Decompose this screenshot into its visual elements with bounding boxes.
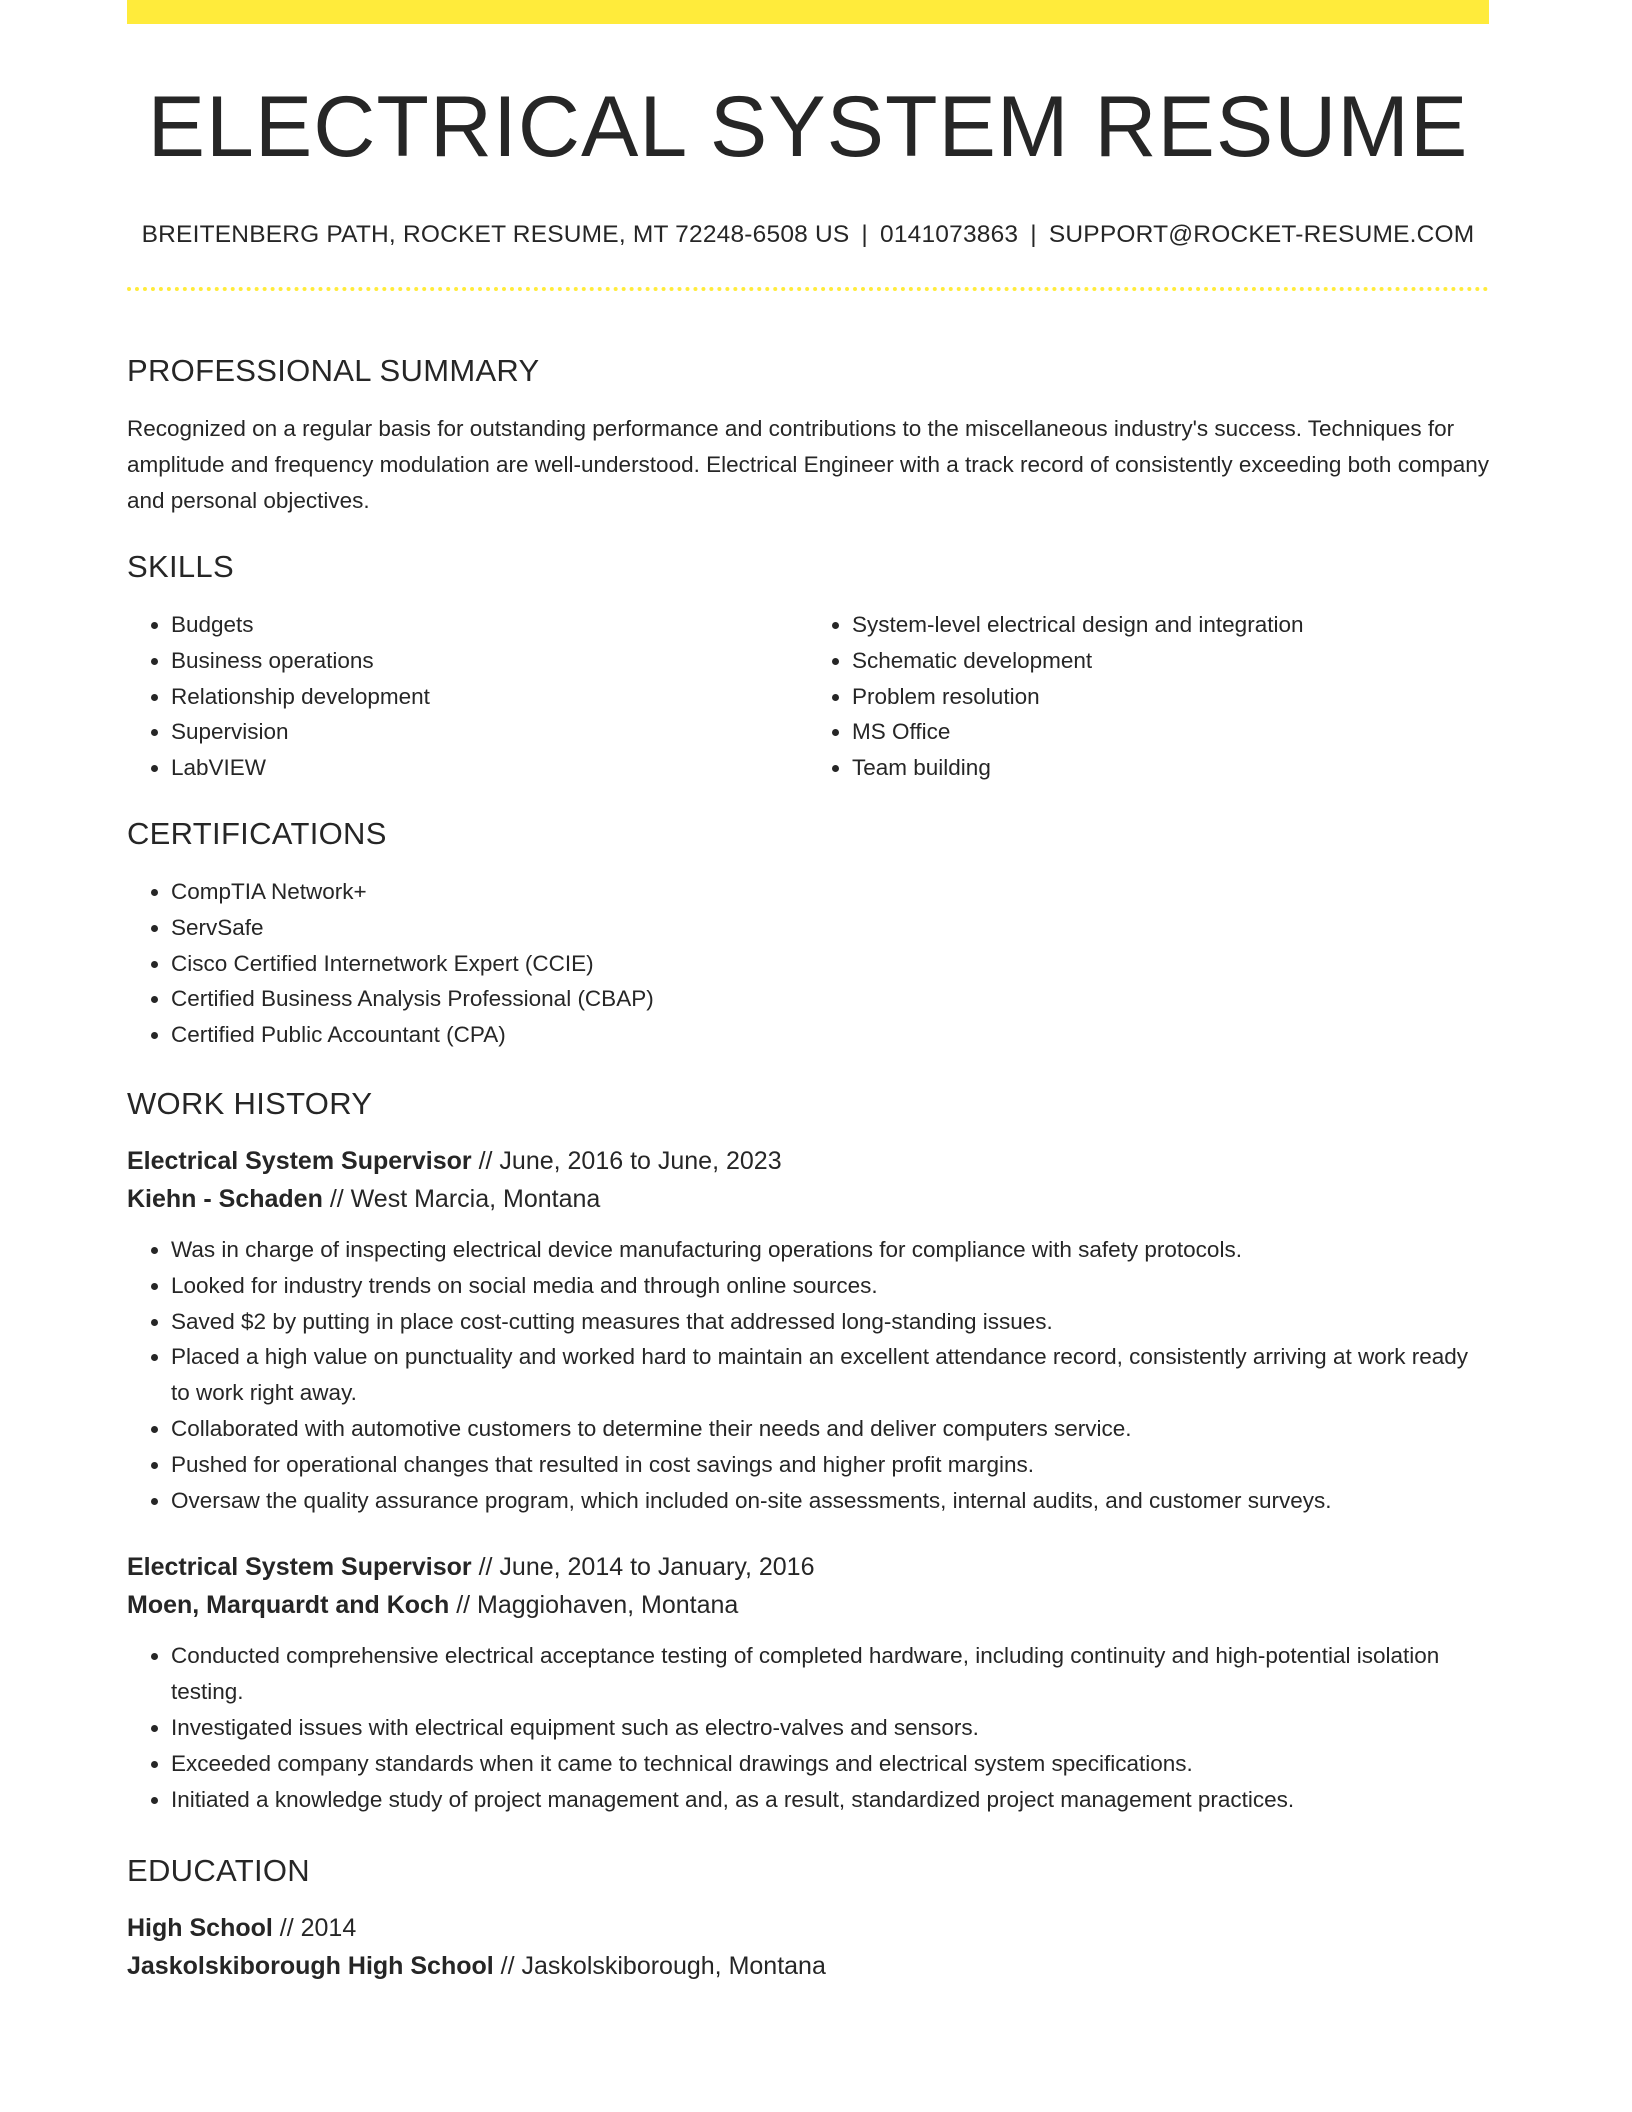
list-item: • Certified Business Analysis Professional (CBAP) [171, 981, 1489, 1017]
list-item: • Saved $2 by putting in place cost-cutting measures that addressed long-standing issues. [171, 1304, 1489, 1340]
school-location: // Jaskolskiborough, Montana [500, 1952, 826, 1980]
skills-columns [127, 607, 1489, 786]
section-title: CERTIFICATIONS [127, 816, 387, 851]
job-role: Electrical System Supervisor [127, 1553, 472, 1582]
job-title-line [127, 1548, 1489, 1586]
graduation-year: // 2014 [279, 1914, 357, 1942]
address: BREITENBERG PATH, ROCKET RESUME, MT 72248-6508 US [141, 220, 850, 248]
separator: | [1030, 220, 1037, 248]
school-name: Jaskolskiborough High School [127, 1952, 494, 1980]
job-entry [127, 1548, 1489, 1817]
list-item: • Certified Public Accountant (CPA) [171, 1017, 1489, 1053]
job-bullets [127, 1638, 1489, 1817]
list-item: • LabVIEW [171, 750, 808, 786]
accent-bar [127, 0, 1489, 24]
list-item: • Was in charge of inspecting electrical device manufacturing operations for compliance with safety protocols. [171, 1232, 1489, 1268]
list-item: • Pushed for operational changes that resulted in cost savings and higher profit margins. [171, 1447, 1489, 1483]
summary-text: Recognized on a regular basis for outstanding performance and contributions to the miscellaneous industry's success. Techniques for amplitude and frequency modulation are well-understood. Electrical Engineer with a track record of consistently exceeding both company and personal objectives. [127, 416, 1489, 513]
job-entry [127, 1142, 1489, 1518]
skills-list-right [808, 607, 1489, 786]
job-company: Kiehn - Schaden [127, 1185, 323, 1213]
resume-title: ELECTRICAL SYSTEM RESUME [147, 79, 1469, 175]
job-role: Electrical System Supervisor [127, 1147, 472, 1175]
list-item: • Conducted comprehensive electrical acceptance testing of completed hardware, including continuity and high-potential isolation testing. [171, 1638, 1489, 1710]
skills-section [127, 549, 1489, 786]
work-history-section [127, 1086, 1489, 1817]
education-section [127, 1853, 1489, 1985]
certifications-list [127, 874, 1489, 1053]
job-dates: // June, 2016 to June, 2023 [478, 1147, 782, 1175]
job-title-line [127, 1142, 1489, 1180]
dotted-divider [127, 287, 1489, 291]
certifications-section [127, 816, 1489, 1053]
list-item: • Team building [852, 750, 1489, 786]
job-dates: // June, 2014 to January, 2016 [478, 1553, 815, 1582]
resume-page [127, 0, 1489, 1980]
list-item: • Initiated a knowledge study of project management and, as a result, standardized project management practices. [171, 1782, 1489, 1818]
list-item: • MS Office [852, 714, 1489, 750]
job-location: // West Marcia, Montana [329, 1185, 601, 1213]
section-title: WORK HISTORY [127, 1086, 373, 1121]
list-item: • Exceeded company standards when it came to technical drawings and electrical system specifications. [171, 1746, 1489, 1782]
list-item: • ServSafe [171, 910, 1489, 946]
contact-line [127, 221, 1489, 249]
job-bullets [127, 1232, 1489, 1518]
list-item: • Cisco Certified Internetwork Expert (CCIE) [171, 946, 1489, 982]
list-item: • Investigated issues with electrical equipment such as electro-valves and sensors. [171, 1710, 1489, 1746]
email: SUPPORT@ROCKET-RESUME.COM [1048, 220, 1475, 248]
education-entry [127, 1909, 1489, 1985]
list-item: • Schematic development [852, 643, 1489, 679]
list-item: • Business operations [171, 643, 808, 679]
job-company: Moen, Marquardt and Koch [127, 1591, 450, 1620]
school-line [127, 1947, 1489, 1985]
job-company-line [127, 1586, 1489, 1624]
list-item: • Problem resolution [852, 679, 1489, 715]
job-company-line [127, 1180, 1489, 1218]
skills-list-left [127, 607, 808, 786]
list-item: • Relationship development [171, 679, 808, 715]
list-item: • Collaborated with automotive customers to determine their needs and deliver computers service. [171, 1411, 1489, 1447]
list-item: • CompTIA Network+ [171, 874, 1489, 910]
list-item: • System-level electrical design and integration [852, 607, 1489, 643]
list-item: • Supervision [171, 714, 808, 750]
section-title: SKILLS [127, 549, 234, 584]
list-item: • Placed a high value on punctuality and worked hard to maintain an excellent attendance record, consistently arriving at work ready to work right away. [171, 1339, 1489, 1411]
section-title: EDUCATION [127, 1853, 310, 1888]
degree: High School [127, 1914, 273, 1942]
section-title: PROFESSIONAL SUMMARY [127, 353, 540, 388]
list-item: • Looked for industry trends on social media and through online sources. [171, 1268, 1489, 1304]
list-item: • Oversaw the quality assurance program, which included on-site assessments, internal audits, and customer surveys. [171, 1483, 1489, 1519]
job-location: // Maggiohaven, Montana [456, 1591, 739, 1620]
phone: 0141073863 [880, 220, 1019, 248]
separator: | [861, 220, 868, 248]
list-item: • Budgets [171, 607, 808, 643]
degree-line [127, 1909, 1489, 1947]
summary-section [127, 353, 1489, 519]
